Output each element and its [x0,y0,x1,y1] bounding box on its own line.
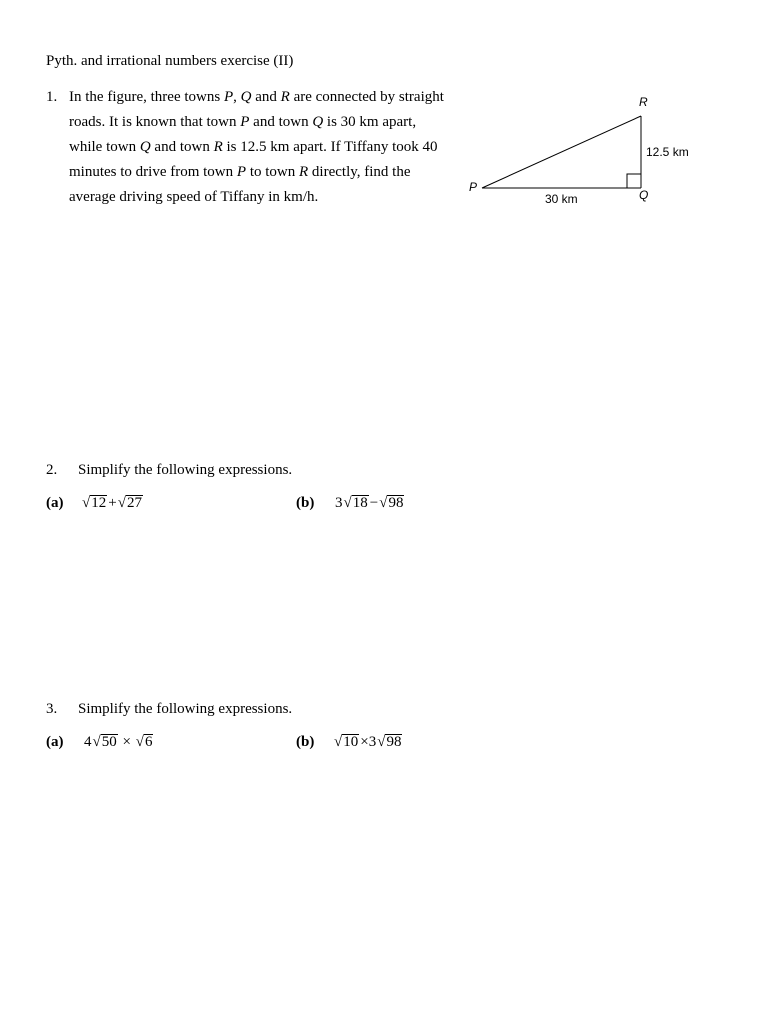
question-2-part-b-expression [334,495,404,512]
page-title: Pyth. and irrational numbers exercise (II) [46,53,294,69]
radicand: 10 [343,734,359,750]
text-run: is 12.5 km apart. If Tiffany took 40 [222,139,438,155]
expression-term: 4 [84,734,92,750]
triangle-figure [460,88,710,210]
radical-sign-icon: √ [82,495,91,511]
question-2-number: 2. [46,462,58,478]
question-3-part-a-expression [83,734,153,751]
radical-sign-icon: √ [377,734,386,750]
square-root [82,495,107,511]
radical-sign-icon: √ [334,734,343,750]
expression-term: − [369,495,379,511]
side-qr-length-label: 12.5 km [646,145,689,159]
text-run: is 30 km apart, [323,114,417,130]
text-run: P [240,114,250,130]
radicand: 50 [101,734,117,750]
text-run: while town [69,139,140,155]
question-2-part-a-expression [82,495,143,512]
expression-term: ×3 [360,734,377,750]
text-run: and town [249,114,313,130]
radical-sign-icon: √ [117,495,126,511]
radicand: 98 [386,734,402,750]
text-run: and town [150,139,214,155]
vertex-r-label: R [639,95,648,109]
text-run: to town [246,164,299,180]
question-3-number: 3. [46,701,58,717]
text-run: P [223,89,234,105]
question-3-instruction: Simplify the following expressions. [78,701,293,717]
square-root [93,734,118,750]
radicand: 18 [352,495,368,511]
side-pr [482,116,641,188]
text-run: and [251,89,281,105]
text-run: R [299,164,309,180]
square-root [377,734,402,750]
question-1-number: 1. [46,89,58,105]
text-run: In the figure, three towns [69,89,224,105]
question-1-line-1 [69,89,444,106]
expression-term: × [118,734,135,750]
expression-term: + [108,495,117,511]
radicand: 12 [91,495,107,511]
radicand: 98 [388,495,404,511]
text-run: R [213,139,223,155]
text-run: P [236,164,247,180]
question-2-part-b-label: (b) [296,495,315,511]
radical-sign-icon: √ [135,734,144,750]
text-run: directly, find the [308,164,411,180]
text-run: roads. It is known that town [69,114,241,130]
question-1-line-4 [69,164,411,181]
text-run: minutes to drive from town [69,164,237,180]
text-run: Q [240,89,252,105]
radical-sign-icon: √ [92,734,101,750]
question-2-instruction: Simplify the following expressions. [78,462,293,478]
question-2-part-a-label: (a) [46,495,64,511]
side-pq-length-label: 30 km [545,192,578,206]
question-1-line-3 [69,139,437,156]
radical-sign-icon: √ [379,495,388,511]
square-root [118,495,143,511]
square-root [379,495,404,511]
vertex-q-label: Q [639,188,649,202]
right-angle-marker [627,174,641,188]
radicand: 6 [144,734,153,750]
square-root [334,734,359,750]
text-run: are connected by straight [289,89,444,105]
text-run: Q [139,139,151,155]
question-3-part-a-label: (a) [46,734,64,750]
text-run: , [233,89,241,105]
square-root [136,734,154,750]
question-3-part-b-label: (b) [296,734,315,750]
vertex-p-label: P [469,180,478,194]
radical-sign-icon: √ [343,495,352,511]
square-root [344,495,369,511]
text-run: Q [312,114,324,130]
radicand: 27 [126,495,142,511]
question-3-part-b-expression [334,734,402,751]
expression-term: 3 [335,495,343,511]
question-1-line-2 [69,114,416,131]
text-run: average driving speed of Tiffany in km/h. [69,189,319,205]
question-1-line-5 [69,189,318,206]
text-run: R [280,89,290,105]
